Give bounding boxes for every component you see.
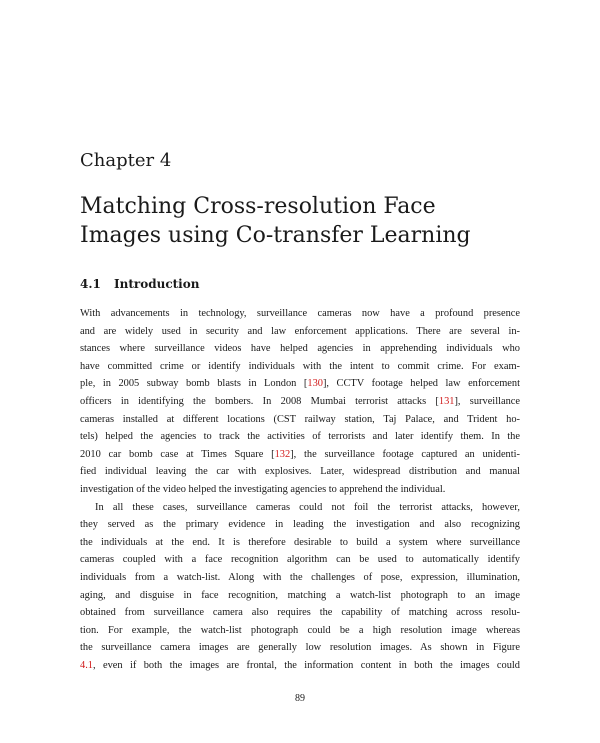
text-line bbox=[80, 657, 520, 675]
text-fragment: ], surveillance bbox=[454, 395, 520, 407]
text-line bbox=[80, 446, 520, 464]
page-number: 89 bbox=[295, 693, 305, 704]
body-text bbox=[80, 305, 520, 674]
text-line bbox=[80, 393, 520, 411]
paragraph-2 bbox=[80, 499, 520, 675]
chapter-title-line-2: Images using Co-transfer Learning bbox=[80, 223, 471, 248]
text-line: obtained from surveillance camera also requires the capability of matching across resolu- bbox=[80, 607, 520, 619]
text-line: In all these cases, surveillance cameras could not foil the terrorist attacks, however, bbox=[95, 501, 520, 513]
text-fragment: ], the surveillance footage captured an unidenti- bbox=[290, 448, 520, 460]
section-number: 4.1 bbox=[80, 277, 101, 291]
text-line: tels) helped the agencies to track the activities of terrorists and later identify them. In the bbox=[80, 431, 520, 443]
text-line: With advancements in technology, surveillance cameras now have a profound presence bbox=[80, 308, 520, 319]
text-line: the individuals at the end. It is therefore desirable to build a system where surveillance bbox=[80, 536, 520, 548]
citation-link[interactable]: 131 bbox=[438, 395, 455, 407]
text-line: cameras coupled with a face recognition algorithm can be used to automatically identify bbox=[80, 554, 520, 566]
figure-reference-link[interactable]: 4.1 bbox=[80, 659, 93, 671]
text-line: cameras installed at different locations (CST railway station, Taj Palace, and Trident ho- bbox=[80, 413, 520, 425]
text-line: they served as the primary evidence in leading the investigation and also recognizing bbox=[80, 519, 520, 531]
text-line: and are widely used in security and law enforcement applications. There are several in- bbox=[80, 325, 520, 337]
paragraph-1 bbox=[80, 305, 520, 499]
chapter-label: Chapter 4 bbox=[80, 150, 172, 171]
text-fragment: , even if both the images are frontal, the information content in both the images could bbox=[93, 659, 520, 671]
text-fragment: officers in identifying the bombers. In 2008 Mumbai terrorist attacks [ bbox=[80, 395, 439, 407]
text-line: stances where surveillance videos have helped agencies in apprehending individuals who bbox=[80, 343, 520, 355]
text-fragment: 2010 car bomb case at Times Square [ bbox=[80, 448, 275, 460]
citation-link[interactable]: 130 bbox=[307, 378, 323, 390]
text-line: the surveillance camera images are generally low resolution images. As shown in Figure bbox=[80, 642, 520, 654]
text-fragment: ple, in 2005 subway bomb blasts in London [ bbox=[80, 378, 308, 390]
text-line bbox=[80, 375, 520, 393]
chapter-title-line-1: Matching Cross-resolution Face bbox=[80, 194, 436, 219]
text-line: aging, and disguise in face recognition, matching a watch-list photograph to an image bbox=[80, 589, 520, 601]
text-line: investigation of the video helped the investigating agencies to apprehend the individual. bbox=[80, 483, 446, 495]
text-fragment: ], CCTV footage helped law enforcement bbox=[322, 378, 520, 390]
text-line: have committed crime or identify individuals with the intent to commit crime. For exam- bbox=[80, 360, 520, 372]
section-title: Introduction bbox=[114, 277, 200, 291]
section-heading bbox=[80, 277, 199, 291]
text-line: tion. For example, the watch-list photograph could be a high resolution image whereas bbox=[80, 624, 520, 636]
citation-link[interactable]: 132 bbox=[274, 448, 291, 460]
text-line: individuals from a watch-list. Along with the challenges of pose, expression, illumination, bbox=[80, 571, 520, 583]
text-line: fied individual leaving the car with explosives. Later, widespread distribution and manual bbox=[80, 466, 520, 478]
chapter-title bbox=[80, 192, 520, 250]
